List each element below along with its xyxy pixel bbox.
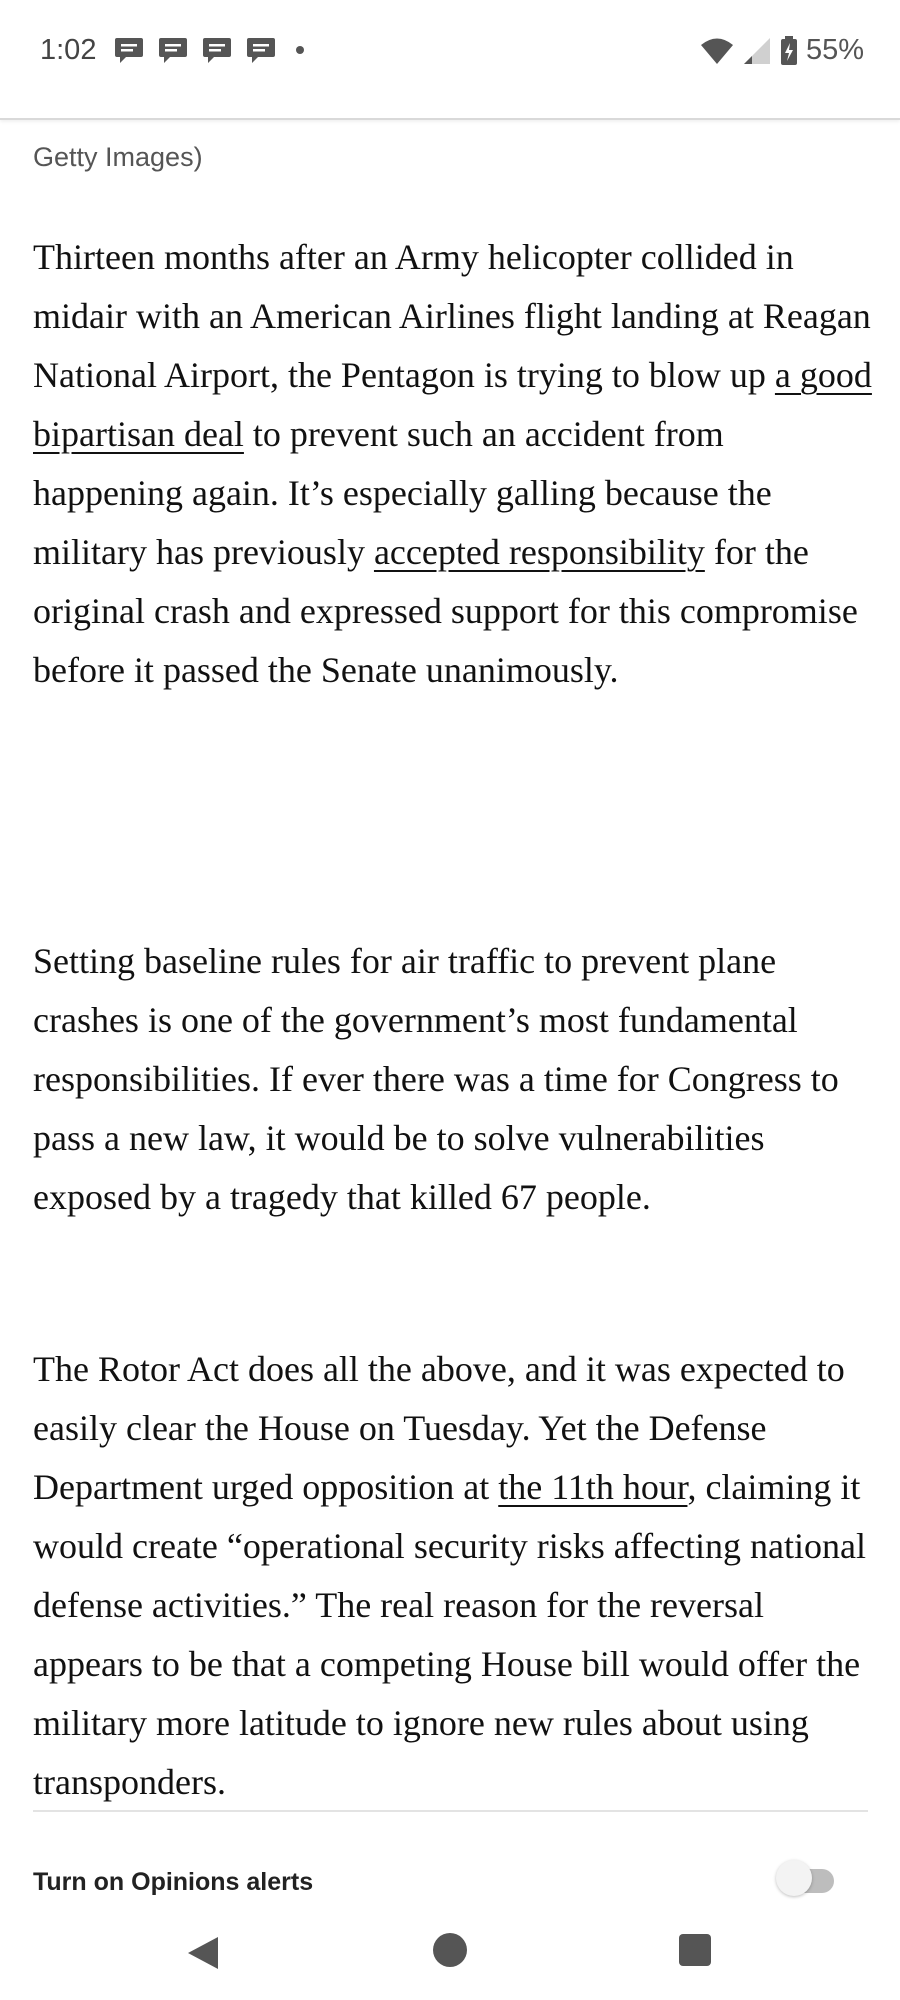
status-time: 1:02 bbox=[40, 34, 97, 66]
article-paragraph-1 bbox=[33, 228, 878, 700]
more-notifications-dot bbox=[296, 46, 304, 54]
paragraph-text: The Rotor Act does all the above, and it was expected to easily clear the House on Tuesday. Yet the Defense Department urged opposition at bbox=[33, 1349, 845, 1507]
battery-charging-icon bbox=[780, 36, 798, 66]
wifi-icon bbox=[700, 37, 734, 65]
message-icon bbox=[202, 36, 232, 64]
paragraph-text: Thirteen months after an Army helicopter collided in midair with an American Airlines flight landing at Reagan National Airport, the Pentagon is trying to blow up bbox=[33, 237, 871, 395]
opinions-alerts-toggle[interactable] bbox=[776, 1866, 836, 1892]
article-paragraph-2 bbox=[33, 932, 878, 1227]
paragraph-text: for the original crash and expressed support for this compromise before it passed the Senate unanimously. bbox=[33, 532, 858, 690]
paragraph-text: Setting baseline rules for air traffic to prevent plane crashes is one of the government’s most fundamental responsibilities. If ever there was a time for Congress to pass a new law, it would be to solve vulnerabilities exposed by a tragedy that killed 67 people. bbox=[33, 941, 839, 1217]
section-divider bbox=[33, 1810, 868, 1812]
accepted-responsibility-link[interactable]: accepted responsibility bbox=[373, 532, 705, 572]
home-icon[interactable] bbox=[433, 1933, 467, 1967]
toggle-knob bbox=[776, 1860, 812, 1896]
signal-icon bbox=[742, 36, 772, 66]
photo-credit: Getty Images) bbox=[33, 142, 203, 172]
message-icon bbox=[158, 36, 188, 64]
recent-apps-icon[interactable] bbox=[679, 1934, 711, 1966]
notification-icons bbox=[114, 36, 304, 64]
back-icon[interactable] bbox=[186, 1935, 220, 1971]
paragraph-text: to prevent such an accident from happening again. It’s especially galling because the military has previously bbox=[33, 414, 772, 572]
bipartisan-deal-link[interactable]: a good bipartisan deal bbox=[33, 355, 872, 454]
opinions-alerts-label: Turn on Opinions alerts bbox=[33, 1868, 314, 1896]
message-icon bbox=[114, 36, 144, 64]
eleventh-hour-link[interactable]: the 11th hour bbox=[498, 1467, 688, 1507]
status-bar bbox=[0, 0, 900, 120]
status-indicators bbox=[700, 34, 864, 67]
message-icon bbox=[246, 36, 276, 64]
paragraph-text: , claiming it would create “operational security risks affecting national defense activities.” The real reason for the reversal appears to be that a competing House bill would offer the military more latitude to ignore new rules about using transponders. bbox=[33, 1467, 867, 1802]
battery-percent: 55% bbox=[805, 34, 864, 66]
article-paragraph-3 bbox=[33, 1340, 878, 1812]
system-navigation-bar bbox=[0, 1900, 900, 2000]
